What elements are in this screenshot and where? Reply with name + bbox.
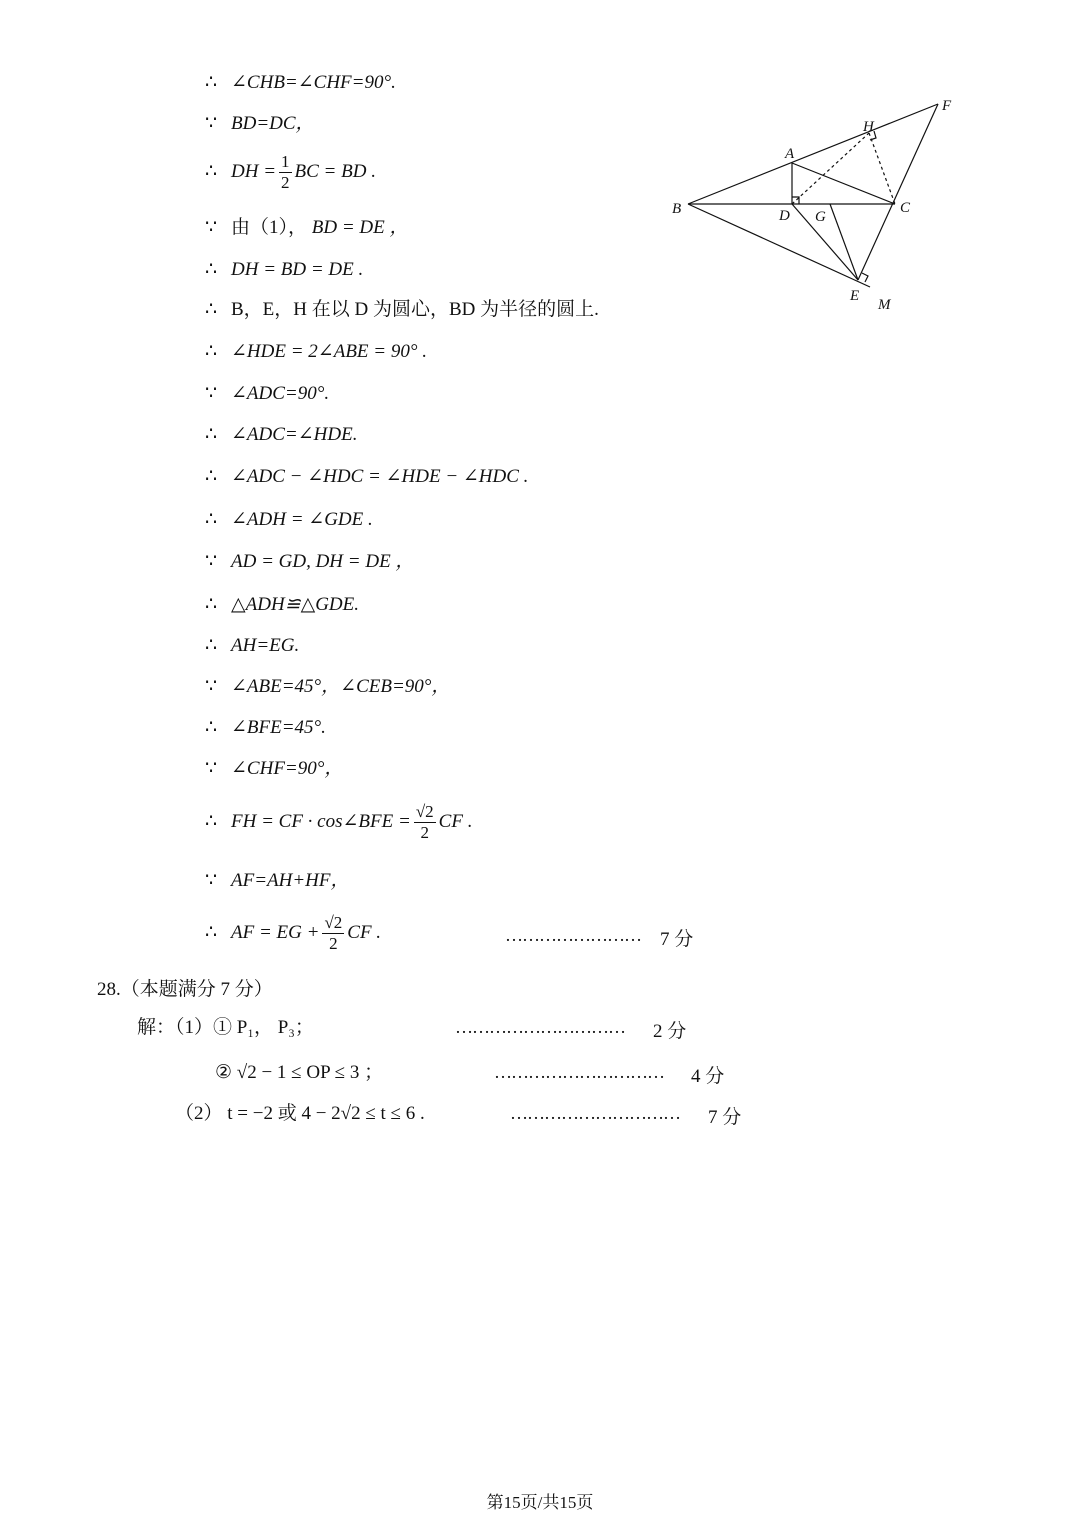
proof-line-14	[205, 634, 299, 658]
proof-line-3	[205, 152, 376, 193]
therefore-symbol: ∴	[205, 635, 218, 656]
proof-line-6	[205, 298, 599, 322]
because-symbol: ∵	[205, 383, 218, 404]
fraction-denominator: 2	[420, 823, 429, 842]
therefore-symbol: ∴	[205, 72, 218, 93]
proof-line-11	[205, 508, 373, 532]
equation-right: BC = BD .	[294, 160, 376, 182]
proof-text: AF=AH+HF，	[231, 870, 350, 891]
because-symbol: ∵	[205, 551, 218, 572]
proof-text: AH=EG.	[231, 635, 300, 656]
proof-text: ∠ABE=45°，∠CEB=90°，	[231, 676, 451, 697]
fraction	[279, 152, 292, 193]
because-symbol: ∵	[205, 113, 218, 134]
proof-text: ∠CHF=90°，	[231, 758, 344, 779]
proof-line-5	[205, 258, 363, 282]
fraction-denominator: 2	[329, 934, 338, 953]
because-symbol: ∵	[205, 217, 218, 238]
line-HC-dashed	[869, 133, 895, 204]
q28-part2: （2） t = −2 或 4 − 2√2 ≤ t ≤ 6 .	[175, 1103, 425, 1124]
proof-math: BD = DE ，	[311, 217, 409, 238]
fraction	[322, 913, 344, 954]
proof-line-2	[205, 112, 315, 136]
proof-line-10	[205, 465, 528, 489]
proof-line-15	[205, 675, 450, 699]
label-D: D	[779, 208, 790, 224]
label-E: E	[850, 288, 860, 304]
proof-line-16	[205, 716, 326, 740]
score-label: 7 分	[660, 929, 694, 950]
score-leader-dots: ……………………	[505, 925, 641, 945]
because-symbol: ∵	[205, 758, 218, 779]
label-G: G	[815, 209, 826, 225]
score-label: 2 分	[653, 1021, 687, 1042]
equation-left: FH = CF · cos∠BFE =	[231, 810, 411, 832]
proof-text: ∠HDE = 2∠ABE = 90° .	[231, 341, 427, 362]
label-M: M	[878, 297, 891, 313]
equation-right: CF .	[347, 921, 382, 943]
score-label: 4 分	[691, 1066, 725, 1087]
score-label: 7 分	[708, 1107, 742, 1128]
line-GE	[830, 204, 858, 280]
equation-left: AF = EG +	[231, 921, 320, 943]
proof-line-13	[205, 593, 359, 617]
proof-line-9	[205, 423, 357, 447]
proof-line-20	[205, 913, 381, 954]
fraction-denominator: 2	[281, 173, 290, 192]
therefore-symbol: ∴	[205, 594, 218, 615]
therefore-symbol: ∴	[205, 341, 218, 362]
proof-text: AD = GD, DH = DE ，	[231, 551, 415, 572]
fraction	[414, 802, 436, 843]
equation-left: DH =	[231, 160, 277, 182]
q28-part1-item1: 解：（1）① P₁， P₃；	[137, 1017, 314, 1038]
proof-text: △ADH≌△GDE.	[231, 594, 359, 615]
proof-line-4	[205, 216, 409, 240]
score-leader-dots: …………………………	[510, 1103, 680, 1123]
label-A: A	[785, 146, 795, 162]
proof-line-7	[205, 340, 427, 364]
right-angle-mark-E	[862, 273, 868, 282]
therefore-symbol: ∴	[205, 424, 218, 445]
proof-line-17	[205, 757, 343, 781]
proof-text: ∠CHB=∠CHF=90°.	[231, 72, 396, 93]
question-28-title: 28.（本题满分 7 分）	[97, 979, 273, 1000]
score-leader-dots: …………………………	[455, 1017, 625, 1037]
therefore-symbol: ∴	[205, 810, 218, 832]
proof-line-1	[205, 71, 396, 95]
score-leader-dots: …………………………	[494, 1062, 664, 1082]
label-B: B	[672, 201, 682, 217]
proof-line-18	[205, 802, 472, 843]
fraction-numerator: √2	[415, 802, 434, 821]
proof-text: ∠ADC=∠HDE.	[231, 424, 358, 445]
therefore-symbol: ∴	[205, 466, 218, 487]
label-F: F	[942, 98, 952, 114]
therefore-symbol: ∴	[205, 259, 218, 280]
proof-text: BD=DC，	[231, 113, 315, 134]
therefore-symbol: ∴	[205, 299, 218, 320]
proof-text: ∠ADC=90°.	[231, 383, 330, 404]
page-footer: 第15页/共15页	[486, 1493, 594, 1512]
proof-line-19	[205, 869, 350, 893]
therefore-symbol: ∴	[205, 921, 218, 943]
geometry-figure	[665, 90, 965, 320]
proof-text: ∠BFE=45°.	[231, 717, 326, 738]
proof-text: DH = BD = DE .	[231, 259, 364, 280]
because-symbol: ∵	[205, 870, 218, 891]
therefore-symbol: ∴	[205, 160, 218, 182]
proof-line-8	[205, 382, 329, 406]
proof-text: ∠ADH = ∠GDE .	[231, 509, 373, 530]
line-BF	[688, 104, 938, 204]
because-symbol: ∵	[205, 676, 218, 697]
equation-right: CF .	[438, 810, 473, 832]
proof-text: 由（1），	[231, 217, 308, 238]
label-C: C	[900, 200, 911, 216]
proof-line-12	[205, 550, 414, 574]
therefore-symbol: ∴	[205, 717, 218, 738]
line-DH-dashed	[792, 133, 869, 204]
line-AC	[792, 163, 895, 204]
proof-text: B，E，H 在以 D 为圆心，BD 为半径的圆上.	[231, 299, 599, 320]
q28-part1-item2: ② √2 − 1 ≤ OP ≤ 3 ；	[215, 1062, 384, 1083]
therefore-symbol: ∴	[205, 509, 218, 530]
label-H: H	[863, 119, 874, 135]
fraction-numerator: 1	[281, 152, 290, 171]
fraction-numerator: √2	[324, 913, 343, 932]
proof-text: ∠ADC − ∠HDC = ∠HDE − ∠HDC .	[231, 466, 529, 487]
